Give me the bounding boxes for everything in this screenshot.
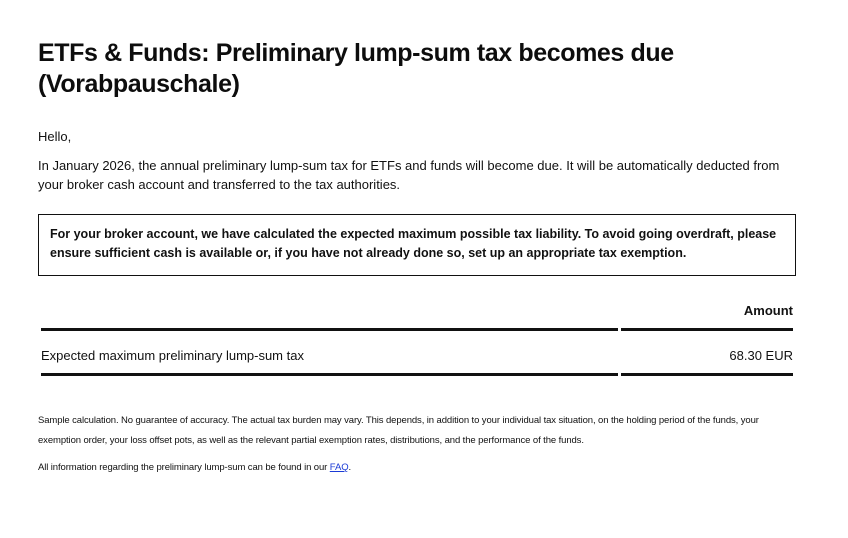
table-footer-rule-right [621,373,793,376]
amount-column-header: Amount [743,303,793,318]
table-row-label: Expected maximum preliminary lump-sum tax [41,348,304,363]
disclaimer: Sample calculation. No guarantee of accuracy. The actual tax burden may vary. This depends, in addition to your individual tax situation, on the holding period of the funds, your exemption order, your loss offset pots, as well as the relevant partial exemption rates, distributions, and the performance of the funds. [38,415,759,446]
table-row-amount: 68.30 EUR [729,348,793,363]
greeting: Hello, [38,129,72,144]
faq-text: All information regarding the preliminary lump-sum can be found in our [38,462,330,473]
tax-table [38,302,796,388]
notice-box [38,214,796,276]
table-header-rule-right [621,328,793,331]
faq-period: . [348,462,352,473]
intro-paragraph: In January 2026, the annual preliminary lump-sum tax for ETFs and funds will become due. It will be automatically deducted from your broker cash account and transferred to the tax authorities. [38,158,780,192]
notice-text: For your broker account, we have calculated the expected maximum possible tax liability. To avoid going overdraft, please ensure sufficient cash is available or, if you have not already done so, set up an appropriate tax exemption. [50,227,777,260]
page-title: ETFs & Funds: Preliminary lump-sum tax becomes due (Vorabpauschale) [38,39,674,98]
table-header-rule-left [41,328,618,331]
table-footer-rule-left [41,373,618,376]
faq-link[interactable]: FAQ [329,462,349,473]
email-body [38,38,796,475]
faq-note [38,461,796,475]
